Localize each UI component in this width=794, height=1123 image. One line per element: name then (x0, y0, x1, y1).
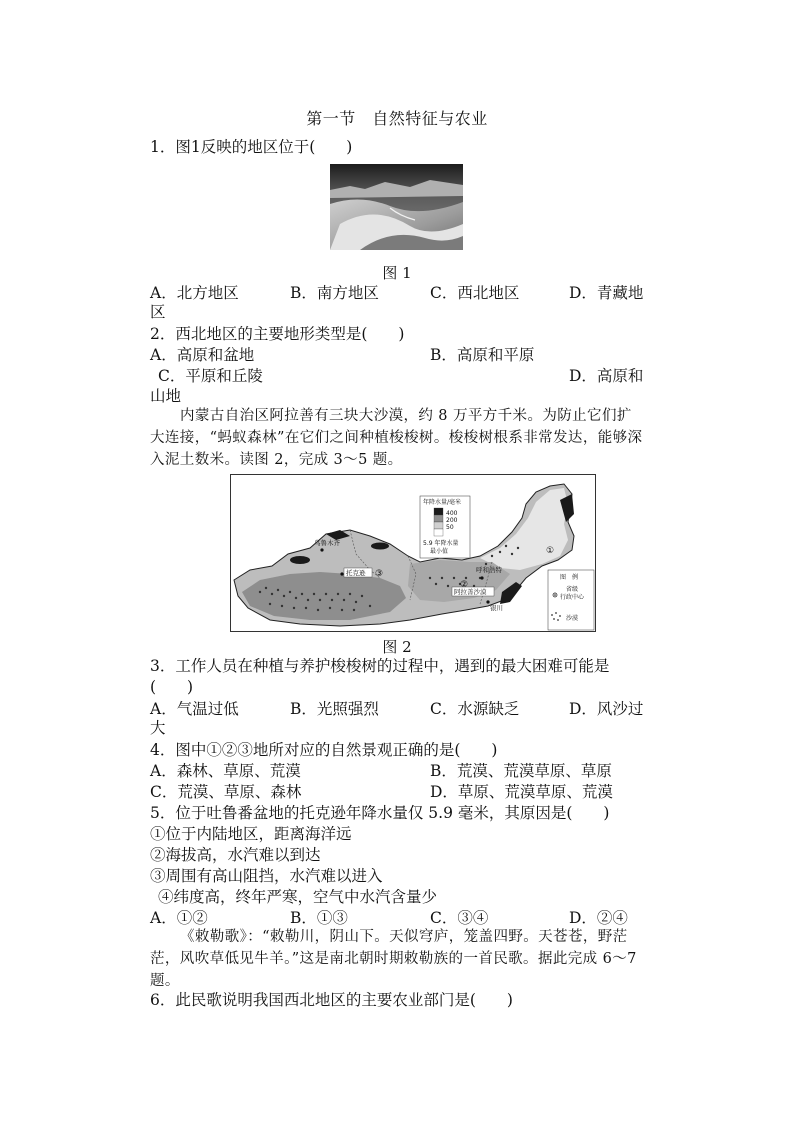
q1-option-d: D．青藏地 (569, 284, 644, 302)
figure-1-caption: 图 1 (382, 264, 412, 282)
q5-item-1: ①位于内陆地区，距离海洋远 (150, 825, 352, 843)
figure-2-caption: 图 2 (382, 638, 412, 656)
q2-option-d-wrap: 山地 (150, 387, 182, 405)
q4-option-d: D．草原、荒漠草原、荒漠 (430, 783, 613, 801)
key-title: 图 例 (560, 574, 579, 581)
q3-option-d-wrap: 大 (150, 719, 166, 737)
question-2-stem: 2．西北地区的主要地形类型是( ) (150, 325, 405, 343)
passage-alashan: 内蒙古自治区阿拉善有三块大沙漠，约 8 万平方千米。为防止它们扩大连接，“蚂蚁森林”在它们之间种植梭梭树。梭梭树根系非常发达，能够深入泥土数米。读图 2，完成 3～5 题。 (150, 408, 643, 468)
marker-1: ① (546, 546, 555, 556)
label-tuokexun: 托克逊 (346, 569, 366, 577)
question-4-stem: 4．图中①②③地所对应的自然景观正确的是( ) (150, 741, 498, 759)
marker-3: ③ (375, 569, 384, 579)
question-5-stem: 5．位于吐鲁番盆地的托克逊年降水量仅 5.9 毫米，其原因是( ) (150, 804, 610, 822)
q1-option-d-wrap: 区 (150, 303, 166, 321)
label-urumqi: 乌鲁木齐 (314, 539, 340, 547)
q3-option-a: A．气温过低 (150, 700, 239, 718)
q5-item-4: ④纬度高，终年严寒，空气中水汽含量少 (158, 888, 438, 906)
desert-dunes-image (330, 164, 463, 250)
section-title: 第一节 自然特征与农业 (306, 109, 488, 128)
q3-option-c: C．水源缺乏 (430, 700, 520, 718)
q1-option-b: B．南方地区 (290, 284, 379, 302)
q5-item-3: ③周围有高山阻挡，水汽难以进入 (150, 867, 383, 885)
q4-option-a: A．森林、草原、荒漠 (150, 762, 301, 780)
label-yinchuan: 银川 (490, 604, 503, 612)
question-1-stem: 1．图1反映的地区位于( ) (150, 138, 353, 156)
q4-option-b: B．荒漠、荒漠草原、草原 (430, 762, 612, 780)
label-hohhot: 呼和浩特 (476, 566, 502, 574)
northwest-precipitation-map (230, 474, 596, 632)
figure-1-desert-photo (330, 164, 463, 250)
q2-option-b: B．高原和平原 (430, 346, 535, 364)
legend-precip-title: 年降水量/毫米 (423, 499, 462, 506)
question-3-stem-wrap: ( ) (150, 678, 194, 696)
q5-option-c: C．③④ (430, 909, 489, 927)
legend-value-200: 200 (446, 517, 458, 524)
question-3-stem: 3．工作人员在种植与养护梭梭树的过程中，遇到的最大困难可能是 (150, 657, 610, 675)
q3-option-d: D．风沙过 (569, 700, 644, 718)
legend-note-2: 最小值 (430, 548, 449, 555)
q5-option-d: D．②④ (569, 909, 628, 927)
legend-value-50: 50 (446, 524, 454, 531)
q2-option-d: D．高原和 (569, 367, 644, 385)
q5-option-b: B．①③ (290, 909, 348, 927)
q2-option-c: C．平原和丘陵 (158, 367, 263, 385)
passage-chile-song: 《敕勒歌》：“敕勒川，阴山下。天似穹庐，笼盖四野。天苍苍，野茫茫，风吹草低见牛羊。”这是南北朝时期敕勒族的一首民歌。据此完成 6～7 题。 (150, 929, 637, 989)
q5-option-a: A．①② (150, 909, 208, 927)
key-capital-1: 省级 (566, 586, 579, 593)
q1-option-c: C．西北地区 (430, 284, 520, 302)
legend-note-1: 5.9 年降水量 (423, 540, 459, 547)
q4-option-c: C．荒漠、草原、森林 (150, 783, 302, 801)
question-6-stem: 6．此民歌说明我国西北地区的主要农业部门是( ) (150, 991, 513, 1009)
q3-option-b: B．光照强烈 (290, 700, 379, 718)
marker-2: ② (460, 580, 469, 590)
label-alashan-desert: 阿拉善沙漠 (454, 588, 487, 596)
legend-value-400: 400 (446, 510, 458, 517)
q2-option-a: A．高原和盆地 (150, 346, 255, 364)
figure-2-map (230, 474, 596, 632)
key-desert: 沙漠 (566, 615, 579, 622)
q5-item-2: ②海拔高，水汽难以到达 (150, 846, 321, 864)
q1-option-a: A．北方地区 (150, 284, 239, 302)
key-capital-2: 行政中心 (560, 594, 585, 601)
